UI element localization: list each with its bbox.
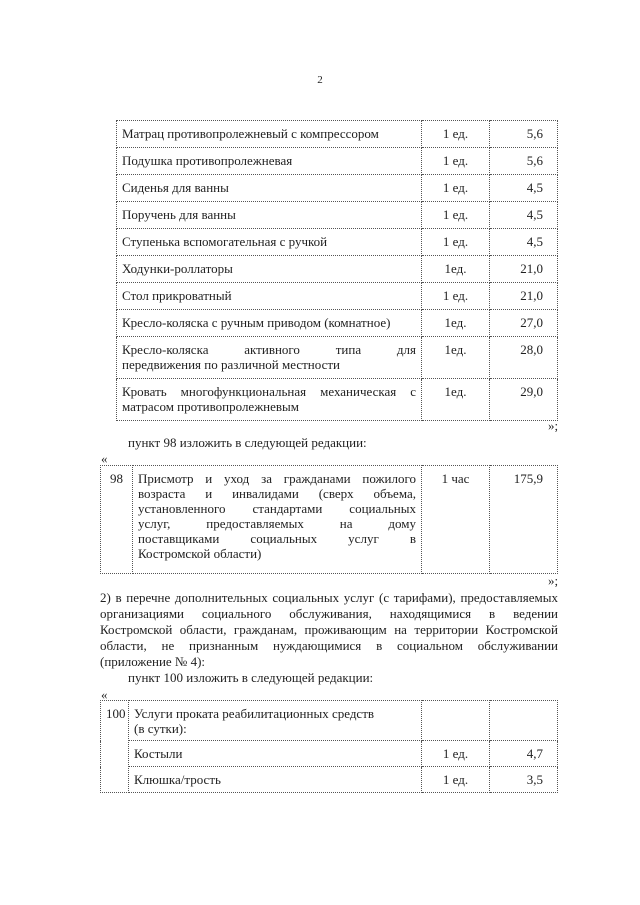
description-line: установленного стандартами социальных [138, 501, 416, 516]
service-100-table [100, 700, 558, 793]
table-row [117, 310, 558, 337]
item-price: 5,6 [490, 148, 558, 175]
table-row [117, 283, 558, 310]
item-unit: 1 ед. [422, 175, 490, 202]
item-name-line: Кровать многофункциональная механическая с [122, 384, 416, 399]
table-row [117, 202, 558, 229]
item-name: Подушка противопролежневая [117, 148, 422, 175]
item-price: 21,0 [490, 256, 558, 283]
description-line: возраста и инвалидами (сверх объема, [138, 486, 416, 501]
description-line: Присмотр и уход за гражданами пожилого [138, 471, 416, 486]
row-number: 100 [101, 701, 129, 793]
description-line: услуг, предоставляемых на дому [138, 516, 416, 531]
item-name-line: матрасом противопролежневым [122, 399, 300, 414]
description-line: Костромской области) [138, 546, 262, 561]
row-number: 98 [101, 466, 133, 574]
open-quote: « [101, 687, 108, 702]
item-unit: 1 ед. [422, 202, 490, 229]
item-price: 5,6 [490, 121, 558, 148]
empty-cell [422, 701, 490, 741]
header-line: (в сутки): [134, 721, 187, 736]
item-name: Костыли [129, 741, 422, 767]
item-name [117, 337, 422, 379]
item-price: 4,5 [490, 229, 558, 256]
item-price: 4,5 [490, 175, 558, 202]
item-unit: 1ед. [422, 310, 490, 337]
item-price: 21,0 [490, 283, 558, 310]
item-name: Ходунки-роллаторы [117, 256, 422, 283]
table-row [117, 175, 558, 202]
service-98-table [100, 465, 558, 574]
service-description [133, 466, 422, 574]
item-price: 4,7 [490, 741, 558, 767]
punkt-98-intro: пункт 98 изложить в следующей редакции: [128, 435, 367, 450]
close-quote: »; [548, 573, 559, 588]
item-name-line: передвижения по различной местности [122, 357, 340, 372]
item-unit: 1 ед. [422, 148, 490, 175]
item-unit: 1 ед. [422, 121, 490, 148]
header-line: Услуги проката реабилитационных средств [134, 706, 375, 721]
item-name: Ступенька вспомогательная с ручкой [117, 229, 422, 256]
item-unit: 1 ед. [422, 229, 490, 256]
item-unit: 1ед. [422, 256, 490, 283]
item-name: Кресло-коляска с ручным приводом (комнатное) [117, 310, 422, 337]
item-price: 3,5 [490, 767, 558, 793]
page-number: 2 [317, 74, 323, 86]
table-row [101, 701, 558, 741]
item-price: 28,0 [490, 337, 558, 379]
empty-cell [490, 701, 558, 741]
item-name: Сиденья для ванны [117, 175, 422, 202]
paragraph-2: 2) в перечне дополнительных социальных услуг (с тарифами), предоставляемых организациями социального обслуживания, находящимися в ведении Костромской области, гражданам, проживающим на территории Костромской области, не признанным нуждающимися в социальном обслуживании (приложение № 4): [100, 590, 558, 669]
rehab-items-table [116, 120, 558, 421]
table-row [117, 337, 558, 379]
item-unit: 1ед. [422, 379, 490, 421]
item-name: Матрац противопролежневый с компрессором [117, 121, 422, 148]
service-header [129, 701, 422, 741]
table-row [117, 229, 558, 256]
service-unit: 1 час [422, 466, 490, 574]
table-row [117, 379, 558, 421]
punkt-100-intro: пункт 100 изложить в следующей редакции: [128, 670, 374, 685]
item-price: 27,0 [490, 310, 558, 337]
description-line: поставщиками социальных услуг в [138, 531, 416, 546]
close-quote: »; [548, 418, 559, 433]
item-unit: 1 ед. [422, 741, 490, 767]
item-unit: 1 ед. [422, 283, 490, 310]
table-row [117, 256, 558, 283]
open-quote: « [101, 451, 108, 466]
table-row [101, 466, 558, 574]
item-name [117, 379, 422, 421]
item-name: Стол прикроватный [117, 283, 422, 310]
item-name: Клюшка/трость [129, 767, 422, 793]
item-name: Поручень для ванны [117, 202, 422, 229]
table-row [117, 121, 558, 148]
service-price: 175,9 [490, 466, 558, 574]
table-row [101, 767, 558, 793]
table-row [117, 148, 558, 175]
item-price: 29,0 [490, 379, 558, 421]
table-row [101, 741, 558, 767]
item-unit: 1 ед. [422, 767, 490, 793]
item-unit: 1ед. [422, 337, 490, 379]
item-price: 4,5 [490, 202, 558, 229]
item-name-line: Кресло-коляска активного типа для [122, 342, 416, 357]
